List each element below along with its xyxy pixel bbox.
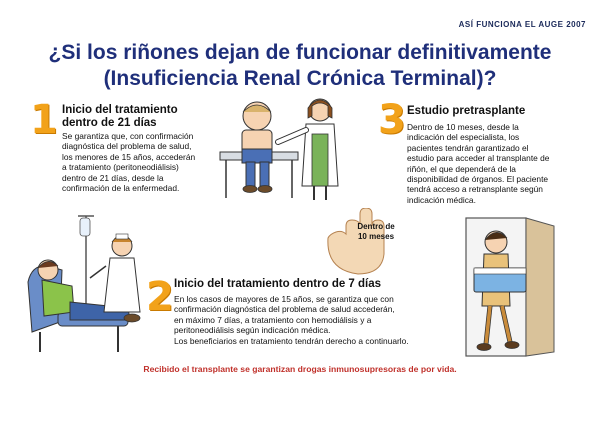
page-title: [0, 40, 600, 92]
step-2-body: [174, 294, 464, 346]
footer-note: Recibido el transplante se garantizan drogas inmunosupresoras de por vida.: [143, 364, 457, 374]
step-2-body-line-4: peritoneodiálisis según indicación médica.: [174, 325, 331, 336]
step-3-body: Dentro de 10 meses, desde la indicación del especialista, los pacientes tendrán garantizado el estudio para acceder al transplante de riñón, el que dependerá de la disponibilidad de órganos. El paciente tendrá acceso a retransplante según indicación médica.: [407, 122, 550, 205]
step-3-title: Estudio pretrasplante: [407, 105, 526, 117]
title-line-1: ¿Si los riñones dejan de funcionar definitivamente: [48, 41, 552, 64]
step-2-number: 2: [146, 274, 174, 320]
step-3-number: 3: [378, 97, 406, 143]
dialysis-illustration: [18, 212, 158, 362]
step-2-body-line-3: en máximo 7 días, a tratamiento con hemodiálisis y a: [174, 314, 372, 325]
step-2-body-line-5: Los beneficiarios en tratamiento tendrán derecho a continuarlo.: [174, 335, 409, 346]
title-line-2: (Insuficiencia Renal Crónica Terminal)?: [103, 67, 497, 90]
hand-label-line-1: Dentro de: [357, 222, 395, 231]
step-2-title: Inicio del tratamiento dentro de 7 días: [174, 278, 382, 290]
hand-label: [352, 222, 400, 242]
transplant-box-illustration: [462, 214, 562, 362]
step-1-body: Se garantiza que, con confirmación diagnóstica del problema de salud, los menores de 15 años, accederán a tratamiento (peritoneodiálisis) dentro de 21 días, desde la confirmación de la enfermedad.: [62, 131, 196, 194]
hand-pointing-icon: [318, 208, 398, 278]
step-1-title: Inicio del tratamiento dentro de 21 días: [62, 104, 178, 129]
publication-tag: ASÍ FUNCIONA EL AUGE 2007: [458, 20, 586, 29]
step-2-body-line-2: confirmación diagnóstica del problema de salud accederán,: [174, 304, 395, 315]
step-2-body-line-1: En los casos de mayores de 15 años, se garantiza que con: [174, 294, 394, 304]
step-1-number: 1: [30, 97, 58, 143]
hand-label-line-2: 10 meses: [357, 232, 395, 241]
doctor-child-illustration: [212, 94, 362, 206]
